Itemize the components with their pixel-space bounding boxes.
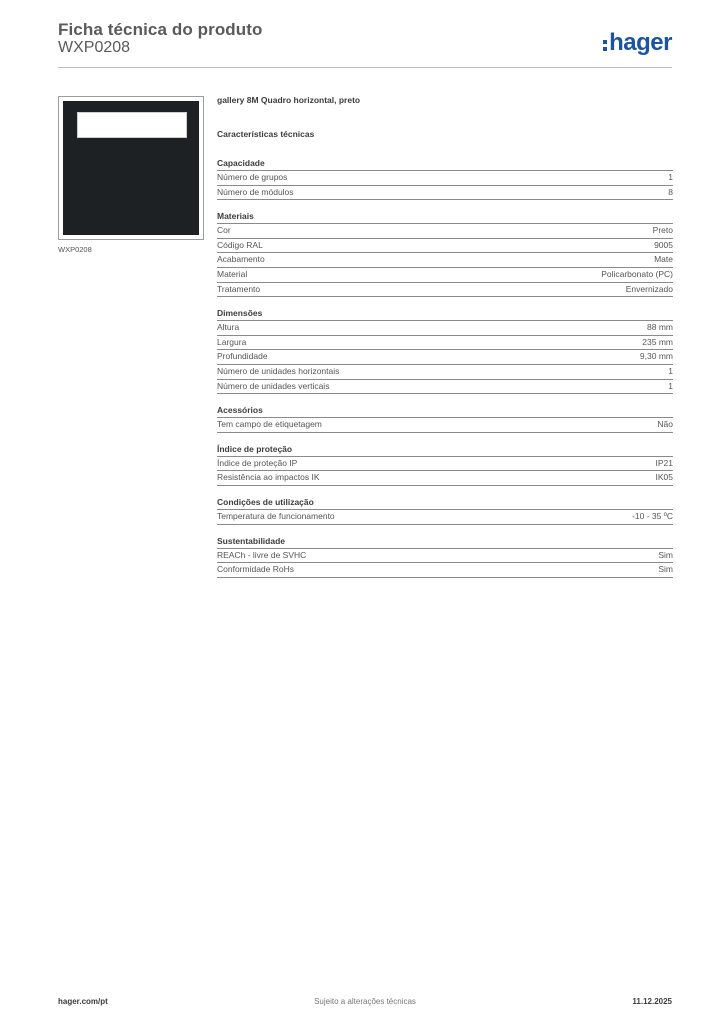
- spec-label: Altura: [217, 322, 240, 333]
- spec-label: Número de grupos: [217, 172, 288, 182]
- spec-row: [217, 457, 673, 472]
- spec-row: [217, 418, 673, 433]
- spec-row: [217, 336, 673, 351]
- spec-value: Mate: [654, 254, 673, 265]
- spec-label: Resistência ao impactos IK: [217, 472, 320, 483]
- spec-label: Cor: [217, 225, 231, 236]
- spec-row: [217, 563, 673, 578]
- spec-label: Número de unidades horizontais: [217, 365, 340, 376]
- spec-value: IK05: [655, 472, 673, 483]
- spec-value: Policarbonato (PC): [601, 268, 673, 279]
- spec-section: [217, 307, 673, 394]
- logo-wordmark: hager: [609, 29, 672, 56]
- section-title: Condições de utilização: [217, 496, 673, 510]
- spec-value: 1: [668, 380, 673, 391]
- spec-value: Sim: [658, 549, 673, 560]
- logo-dots-icon: [603, 40, 607, 51]
- section-title: Índice de proteção: [217, 443, 673, 457]
- spec-value: 9005: [654, 239, 673, 250]
- product-name: gallery 8M Quadro horizontal, preto: [217, 95, 361, 105]
- spec-section: [217, 404, 673, 433]
- spec-label: Material: [217, 268, 248, 279]
- spec-row: [217, 350, 673, 365]
- spec-row: [217, 224, 673, 239]
- spec-value: 235 mm: [642, 336, 673, 347]
- spec-value: IP21: [655, 457, 673, 468]
- section-title: Dimensões: [217, 307, 673, 321]
- spec-row: [217, 549, 673, 564]
- spec-section: [217, 210, 673, 297]
- spec-row: [217, 380, 673, 395]
- spec-section: [217, 157, 673, 200]
- spec-label: REACh - livre de SVHC: [217, 549, 307, 560]
- spec-label: Largura: [217, 336, 247, 347]
- spec-row: [217, 239, 673, 254]
- spec-label: Número de módulos: [217, 186, 294, 197]
- section-title: Capacidade: [217, 157, 673, 171]
- spec-row: [217, 321, 673, 336]
- spec-row: [217, 253, 673, 268]
- spec-label: Profundidade: [217, 351, 268, 362]
- spec-section: [217, 443, 673, 486]
- spec-label: Temperatura de funcionamento: [217, 510, 335, 521]
- spec-label: Tratamento: [217, 283, 261, 294]
- hager-logo: [603, 28, 672, 58]
- spec-value: -10 - 35 ºC: [632, 510, 673, 521]
- spec-value: 8: [668, 186, 673, 197]
- spec-label: Tem campo de etiquetagem: [217, 419, 322, 430]
- spec-row: [217, 365, 673, 380]
- section-title: Acessórios: [217, 404, 673, 418]
- spec-value: 9,30 mm: [639, 351, 673, 362]
- spec-row: [217, 268, 673, 283]
- spec-label: Acabamento: [217, 254, 265, 265]
- spec-row: [217, 186, 673, 201]
- spec-label: Índice de proteção IP: [217, 457, 298, 468]
- spec-section: [217, 535, 673, 578]
- product-code: WXP0208: [58, 39, 131, 56]
- spec-row: [217, 283, 673, 298]
- spec-row: [217, 471, 673, 486]
- product-frame-window: [77, 112, 187, 138]
- product-frame: [63, 101, 199, 235]
- spec-value: 88 mm: [647, 322, 673, 333]
- spec-value: 1: [668, 172, 673, 182]
- spec-value: Envernizado: [625, 283, 673, 294]
- tech-characteristics-title: Características técnicas: [217, 129, 315, 139]
- footer-date: 11.12.2025: [632, 997, 672, 1006]
- spec-row: [217, 510, 673, 525]
- document-title: Ficha técnica do produto: [58, 20, 263, 39]
- section-title: Materiais: [217, 210, 673, 224]
- spec-label: Código RAL: [217, 239, 263, 250]
- footer-website: hager.com/pt: [58, 997, 108, 1006]
- footer-disclaimer: Sujeito a alterações técnicas: [314, 997, 416, 1006]
- spec-label: Número de unidades verticais: [217, 380, 330, 391]
- spec-label: Conformidade RoHs: [217, 564, 295, 575]
- spec-content: [217, 95, 673, 588]
- spec-section: [217, 496, 673, 525]
- spec-sections: [217, 157, 673, 578]
- header-divider: [58, 67, 672, 68]
- spec-value: Sim: [658, 564, 673, 575]
- spec-row: [217, 171, 673, 186]
- section-title: Sustentabilidade: [217, 535, 673, 549]
- spec-value: Não: [657, 419, 673, 430]
- image-caption: WXP0208: [58, 245, 92, 254]
- spec-value: 1: [668, 365, 673, 376]
- spec-value: Preto: [652, 225, 673, 236]
- product-image: [58, 96, 204, 240]
